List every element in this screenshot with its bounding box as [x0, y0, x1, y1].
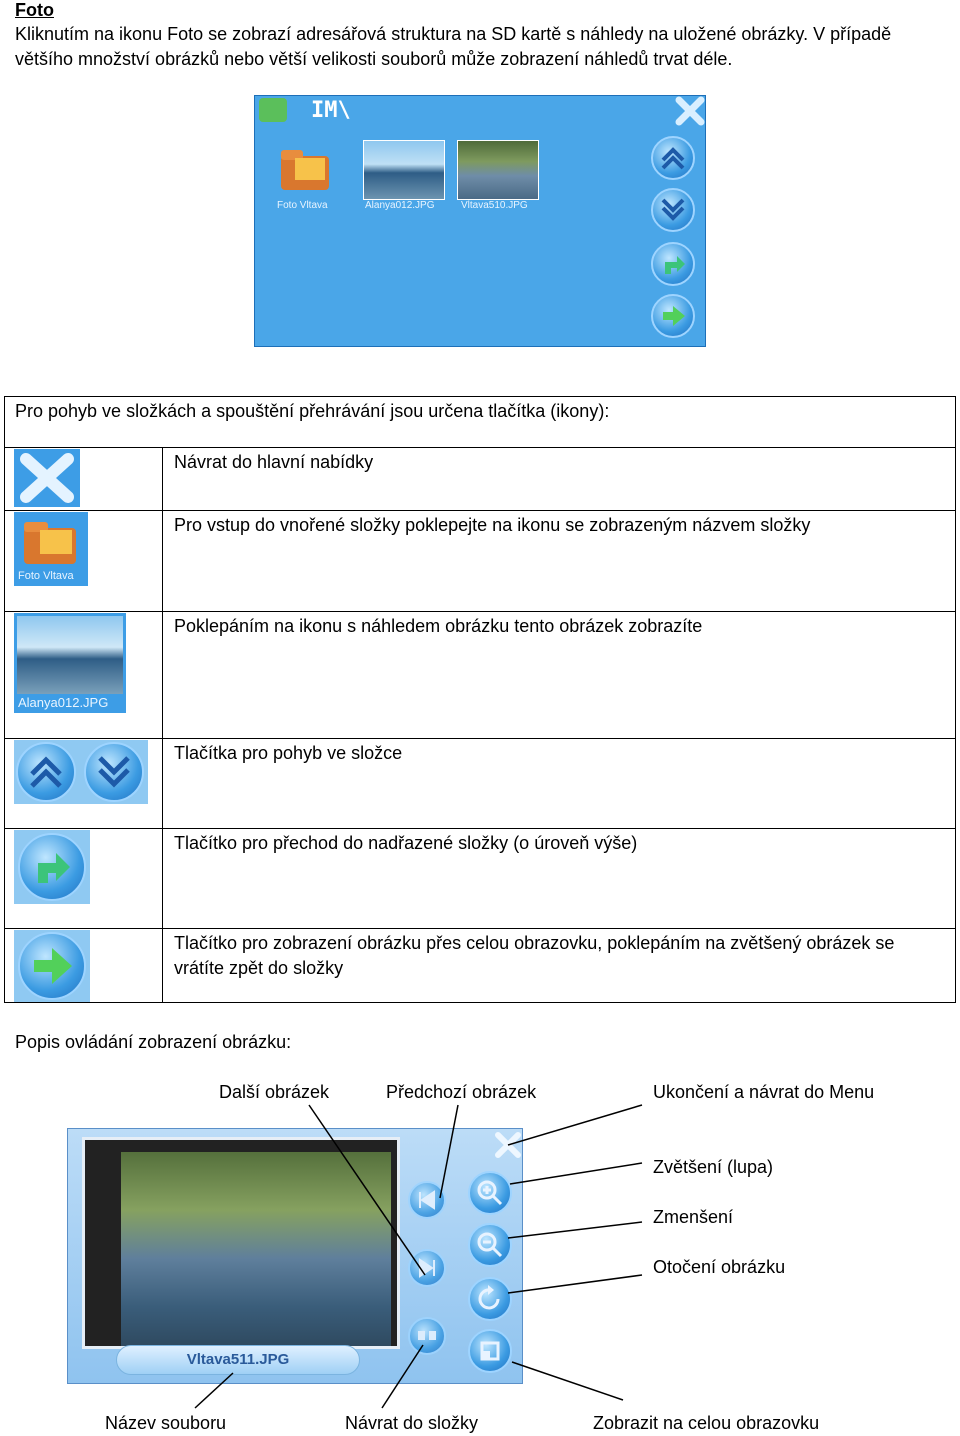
- thumbnail-label: Vltava510.JPG: [461, 200, 528, 211]
- filename-bar: Vltava511.JPG: [116, 1345, 360, 1375]
- label-rotate: Otočení obrázku: [653, 1257, 786, 1277]
- folder-icon-label: Foto Vltava: [18, 570, 74, 582]
- folder-label: Foto Vltava: [277, 200, 328, 211]
- thumbnail-icon-label: Alanya012.JPG: [18, 695, 109, 710]
- label-next-image: Další obrázek: [219, 1082, 330, 1102]
- current-path: IM\: [311, 98, 351, 123]
- table-row-text: Tlačítko pro zobrazení obrázku přes celou obrazovku, poklepáním na zvětšený obrázek se vrátíte zpět do složky: [174, 933, 895, 978]
- thumbnail-label: Alanya012.JPG: [365, 200, 435, 211]
- label-filename: Název souboru: [105, 1413, 227, 1433]
- table-header: Pro pohyb ve složkách a spouštění přehrávání jsou určena tlačítka (ikony):: [15, 401, 610, 421]
- table-row-text: Tlačítka pro pohyb ve složce: [174, 743, 403, 763]
- viewer-caption: Popis ovládání zobrazení obrázku:: [15, 1032, 292, 1052]
- table-row-text: Pro vstup do vnořené složky poklepejte na ikonu se zobrazeným názvem složky: [174, 515, 811, 535]
- label-exit: Ukončení a návrat do Menu: [653, 1082, 875, 1102]
- section-title: Foto: [15, 0, 54, 20]
- label-fullscreen: Zobrazit na celou obrazovku: [593, 1413, 820, 1433]
- label-zoom-out: Zmenšení: [653, 1207, 734, 1227]
- label-zoom-in: Zvětšení (lupa): [653, 1157, 774, 1177]
- table-row-text: Poklepáním na ikonu s náhledem obrázku tento obrázek zobrazíte: [174, 616, 703, 636]
- intro-paragraph: Kliknutím na ikonu Foto se zobrazí adresářová struktura na SD kartě s náhledy na uložené obrázky. V případě většího množství obrázků nebo větší velikosti souborů může zobrazení náhledů trvat déle.: [15, 24, 892, 69]
- label-prev-image: Předchozí obrázek: [386, 1082, 537, 1102]
- table-row-text: Návrat do hlavní nabídky: [174, 452, 374, 472]
- label-back-to-folder: Návrat do složky: [345, 1413, 479, 1433]
- table-row-text: Tlačítko pro přechod do nadřazené složky (o úroveň výše): [174, 833, 638, 853]
